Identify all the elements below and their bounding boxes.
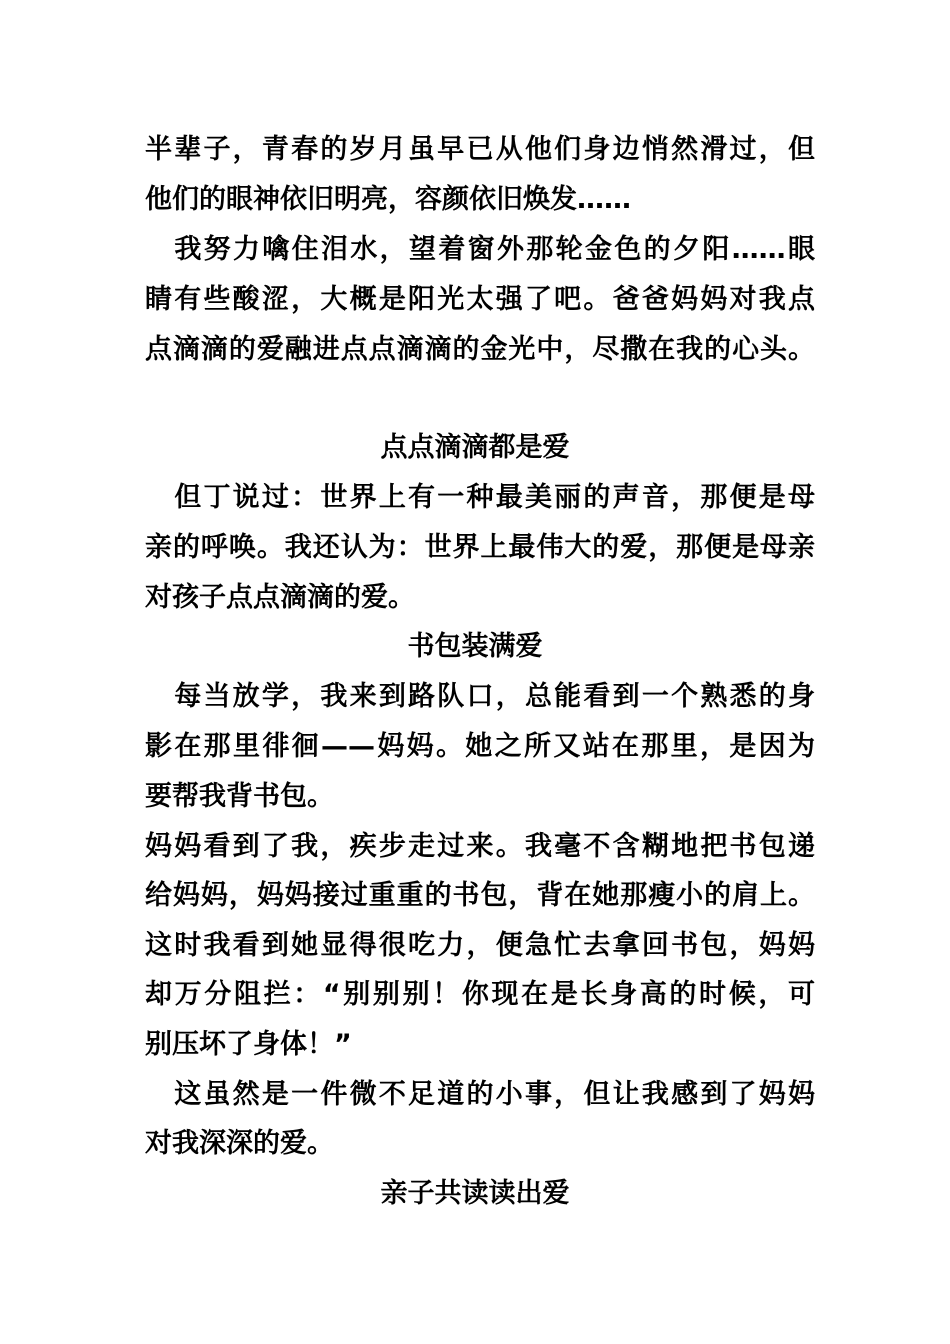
- text-line-9: 每当放学，我来到路队口，总能看到一个熟悉的身: [145, 681, 815, 712]
- text-line-18: 对我深深的爱。: [145, 1128, 334, 1159]
- text-line-4: 睛有些酸涩，大概是阳光太强了吧。爸爸妈妈对我点: [145, 284, 815, 315]
- text-line-13: 给妈妈，妈妈接过重重的书包，背在她那瘦小的肩上。: [145, 880, 815, 911]
- text-line-3: 我努力噙住泪水，望着窗外那轮金色的夕阳……眼: [145, 234, 815, 265]
- text-line-10: 影在那里徘徊——妈妈。她之所又站在那里，是因为: [145, 731, 815, 762]
- text-line-17: 这虽然是一件微不足道的小事，但让我感到了妈妈: [145, 1079, 815, 1110]
- text-line-6: 但丁说过：世界上有一种最美丽的声音，那便是母: [145, 482, 815, 513]
- text-line-1: 半辈子，青春的岁月虽早已从他们身边悄然滑过，但: [145, 134, 815, 165]
- text-line-12: 妈妈看到了我，疾步走过来。我毫不含糊地把书包递: [145, 831, 815, 862]
- text-line-8: 对孩子点点滴滴的爱。: [145, 582, 415, 613]
- text-line-15: 却万分阻拦：“别别别！你现在是长身高的时候，可: [145, 979, 815, 1010]
- text-line-2: 他们的眼神依旧明亮，容颜依旧焕发……: [145, 184, 631, 215]
- text-line-14: 这时我看到她显得很吃力，便急忙去拿回书包，妈妈: [145, 930, 815, 961]
- section-heading-3: 亲子共读读出爱: [380, 1178, 570, 1209]
- section-heading-1: 点点滴滴都是爱: [380, 432, 570, 463]
- text-line-16: 别压坏了身体！”: [145, 1029, 352, 1060]
- text-line-5: 点滴滴的爱融进点点滴滴的金光中，尽撒在我的心头。: [145, 334, 815, 365]
- text-line-7: 亲的呼唤。我还认为：世界上最伟大的爱，那便是母亲: [145, 532, 815, 563]
- section-heading-2: 书包装满爱: [407, 631, 543, 662]
- text-line-11: 要帮我背书包。: [145, 781, 334, 812]
